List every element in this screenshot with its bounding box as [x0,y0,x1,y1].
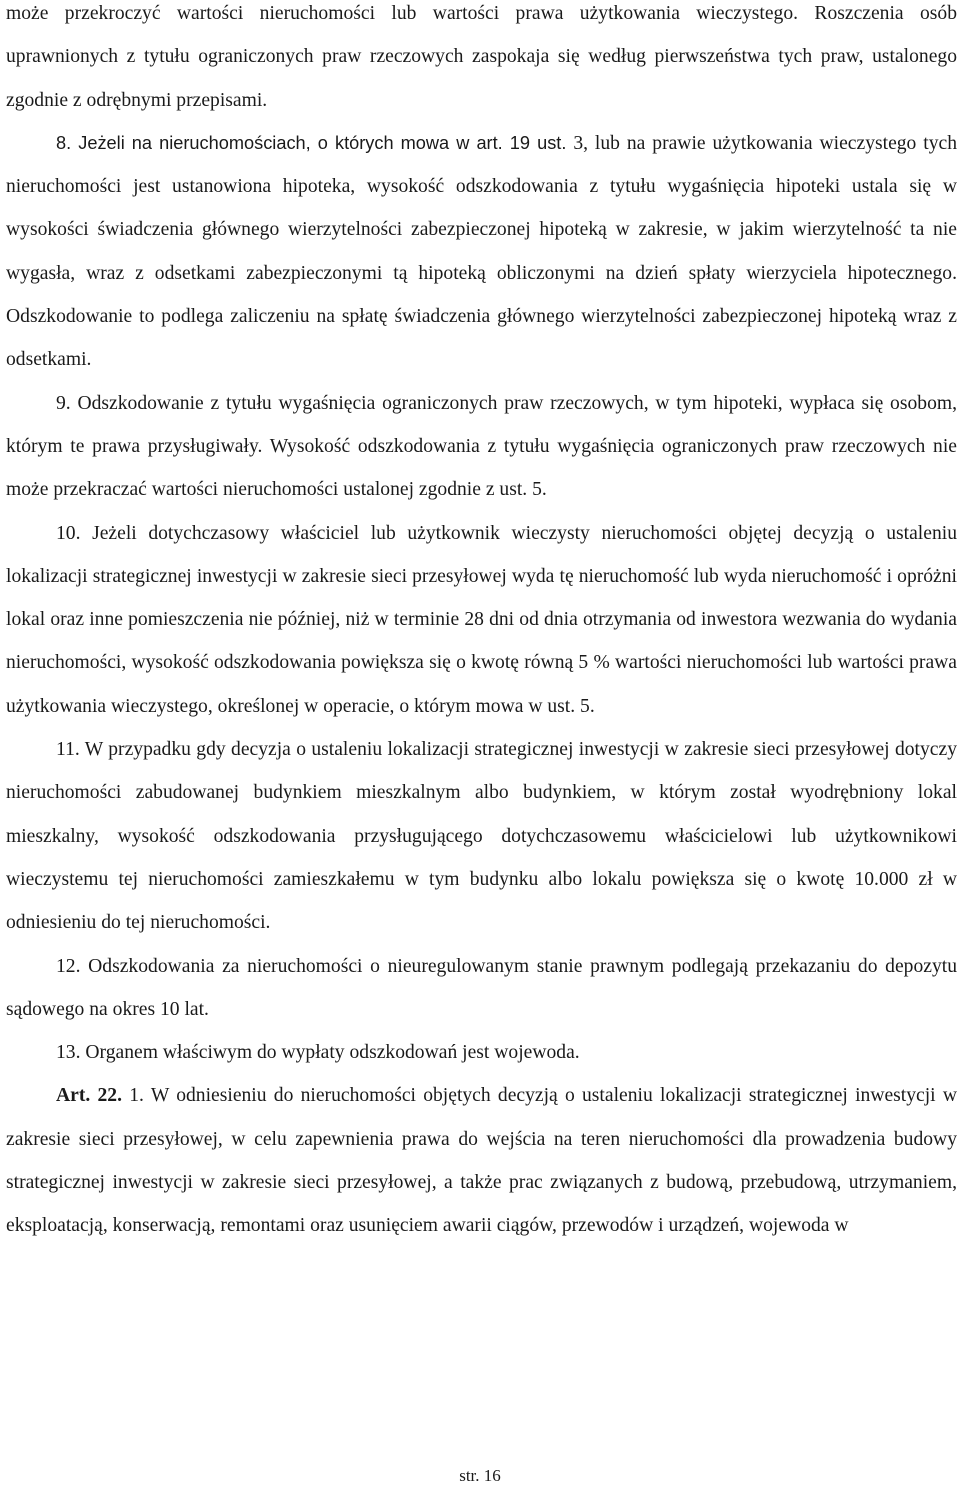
article-22 [6,1074,957,1247]
paragraph-continuation: może przekroczyć wartości nieruchomości lub wartości prawa użytkowania wieczystego. Roszczenia osób uprawnionych z tytułu ograniczonych praw rzeczowych zaspokaja się według pierwszeństwa tych praw, ustalonego zgodnie z odrębnymi przepisami. [6,3,957,111]
paragraph-13: 13. Organem właściwym do wypłaty odszkodowań jest wojewoda. [56,1042,580,1064]
paragraph-8 [6,122,957,382]
article-22-heading: Art. 22. [56,1085,123,1107]
paragraph-12: 12. Odszkodowania za nieruchomości o nieuregulowanym stanie prawnym podlegają przekazaniu do depozytu sądowego na okres 10 lat. [6,955,957,1020]
article-22-text: 1. W odniesieniu do nieruchomości objętych decyzją o ustaleniu lokalizacji strategicznej inwestycji w zakresie sieci przesyłowej, w celu zapewnienia prawa do wejścia na teren nieruchomości dla prowadzenia budowy strategicznej inwestycji w zakresie sieci przesyłowej, a także prac związanych z budową, przebudową, utrzymaniem, eksploatacją, konserwacją, remontami oraz usunięciem awarii ciągów, przewodów i urządzeń, wojewoda w [6,1085,957,1237]
paragraph-8-lead: 8. Jeżeli na nieruchomościach, o których mowa w art. 19 ust. [56,132,567,153]
document-page [6,0,957,1248]
paragraph-10: 10. Jeżeli dotychczasowy właściciel lub użytkownik wieczysty nieruchomości objętej decyzją o ustaleniu lokalizacji strategicznej inwestycji w zakresie sieci przesyłowej wyda tę nieruchomość lub wyda nieruchomość i opróżni lokal oraz inne pomieszczenia nie później, niż w terminie 28 dni od dnia otrzymania od inwestora wezwania do wydania nieruchomości, wysokość odszkodowania powiększa się o kwotę równą 5 % wartości nieruchomości lub wartości prawa użytkowania wieczystego, określonej w operacie, o którym mowa w ust. 5. [6,522,957,717]
page-number: str. 16 [459,1466,501,1485]
paragraph-8-text: 3, lub na prawie użytkowania wieczystego tych nieruchomości jest ustanowiona hipoteka, wysokość odszkodowania z tytułu wygaśnięcia hipoteki ustala się w wysokości świadczenia głównego wierzytelności zabezpieczonej hipoteką w zakresie, w jakim wierzytelność ta nie wygasła, wraz z odsetkami zabezpieczonymi tą hipoteką obliczonymi na dzień spłaty wierzyciela hipotecznego. Odszkodowanie to podlega zaliczeniu na spłatę świadczenia głównego wierzytelności zabezpieczonej hipoteką wraz z odsetkami. [6,132,957,371]
paragraph-11: 11. W przypadku gdy decyzja o ustaleniu lokalizacji strategicznej inwestycji w zakresie sieci przesyłowej dotyczy nieruchomości zabudowanej budynkiem mieszkalnym albo budynkiem, w którym został wyodrębniony lokal mieszkalny, wysokość odszkodowania przysługującego dotychczasowemu właścicielowi lub użytkownikowi wieczystemu tej nieruchomości zamieszkałemu w tym budynku albo lokalu powiększa się o kwotę 10.000 zł w odniesieniu do tej nieruchomości. [6,739,957,934]
paragraph-9: 9. Odszkodowanie z tytułu wygaśnięcia ograniczonych praw rzeczowych, w tym hipoteki, wypłaca się osobom, którym te prawa przysługiwały. Wysokość odszkodowania z tytułu wygaśnięcia ograniczonych praw rzeczowych nie może przekraczać wartości nieruchomości ustalonej zgodnie z ust. 5. [6,392,957,501]
